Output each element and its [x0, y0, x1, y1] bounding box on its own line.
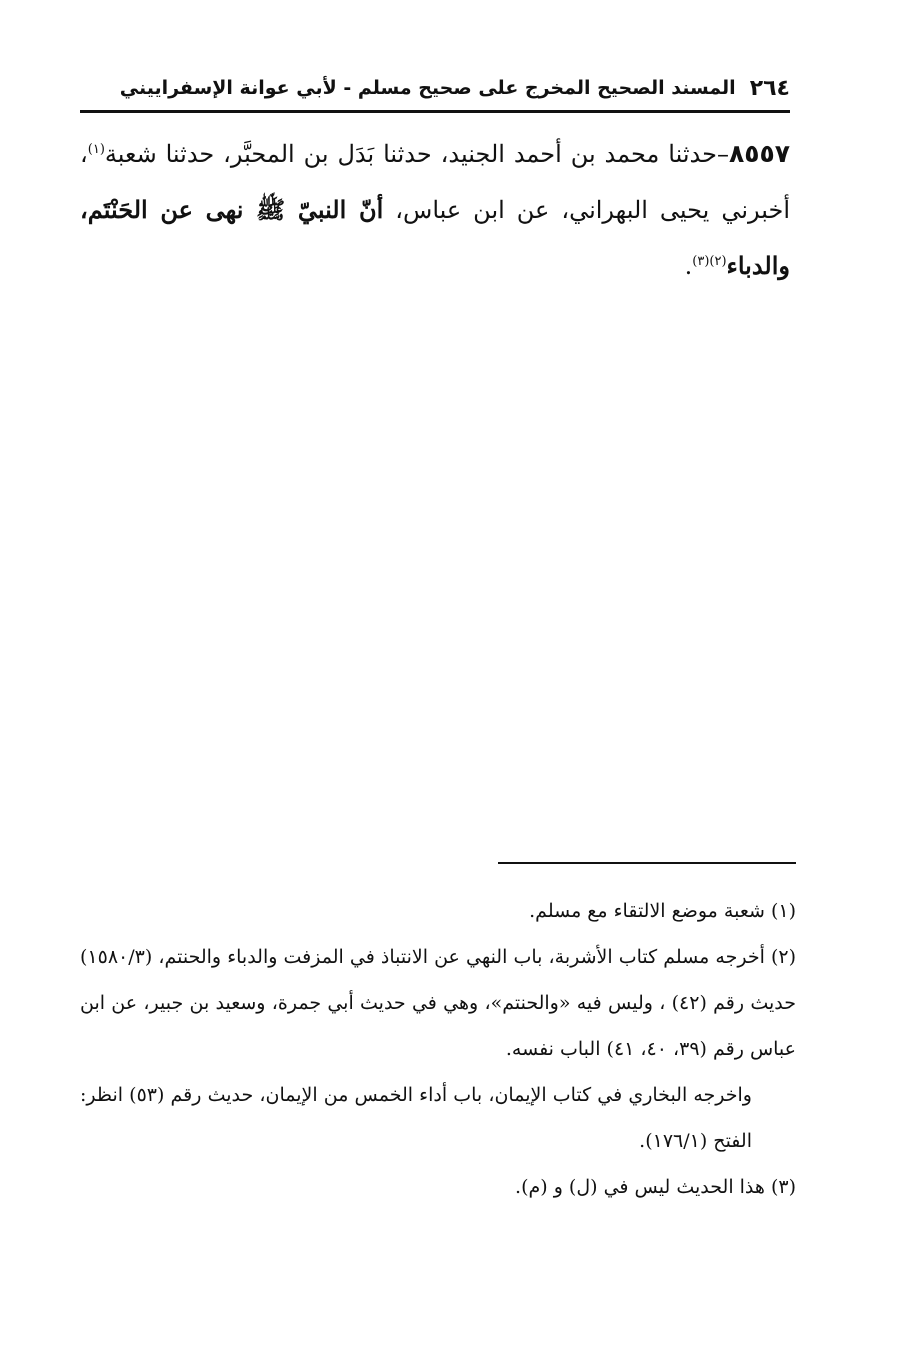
header-rule	[80, 110, 790, 113]
hadith-isnad: حدثنا محمد بن أحمد الجنيد، حدثنا بَدَل بن المحبَّر، حدثنا شعبة	[104, 140, 717, 168]
footnote-marker-1: (١)	[87, 142, 105, 157]
hadith-isnad-continued: ، أخبرني يحيى البهراني، عن ابن عباس،	[80, 140, 790, 224]
footnote-2: (٢) أخرجه مسلم كتاب الأشربة، باب النهي عن الانتباذ في المزفت والدباء والحنتم، (١٥٨٠/٣) حديث رقم (٤٢) ، وليس فيه «والحنتم»، وهي في حديث أبي جمرة، وسعيد بن جبير، عن ابن عباس رقم (٣٩، ٤٠، ٤١) الباب نفسه.	[80, 946, 797, 1060]
footnote-separator	[498, 862, 796, 864]
footnotes	[80, 888, 796, 1210]
running-header	[80, 70, 790, 106]
footnote-1: (١) شعبة موضع الالتقاء مع مسلم.	[529, 900, 796, 922]
hadith-dash: –	[716, 140, 729, 168]
page-number: ٢٦٤	[749, 75, 790, 101]
footnote-3: (٣) هذا الحديث ليس في (ل) و (م).	[515, 1176, 796, 1198]
footnote-marker-2: (٢)	[709, 254, 727, 269]
hadith-number: ٨٥٥٧	[728, 139, 790, 168]
footnote-2-continued: واخرجه البخاري في كتاب الإيمان، باب أداء الخمس من الإيمان، حديث رقم (٥٣) انظر: الفتح (١٧٦/١).	[80, 1084, 752, 1152]
hadith-end: .	[684, 252, 693, 280]
hadith-matn: أنّ النبيّ ﷺ نهى عن الحَنْتَم، والدباء	[80, 195, 790, 280]
footnote-marker-3: (٣)	[692, 254, 710, 269]
book-title: المسند الصحيح المخرج على صحيح مسلم - لأبي عوانة الإسفراييني	[119, 77, 736, 99]
hadith-text	[80, 126, 790, 294]
